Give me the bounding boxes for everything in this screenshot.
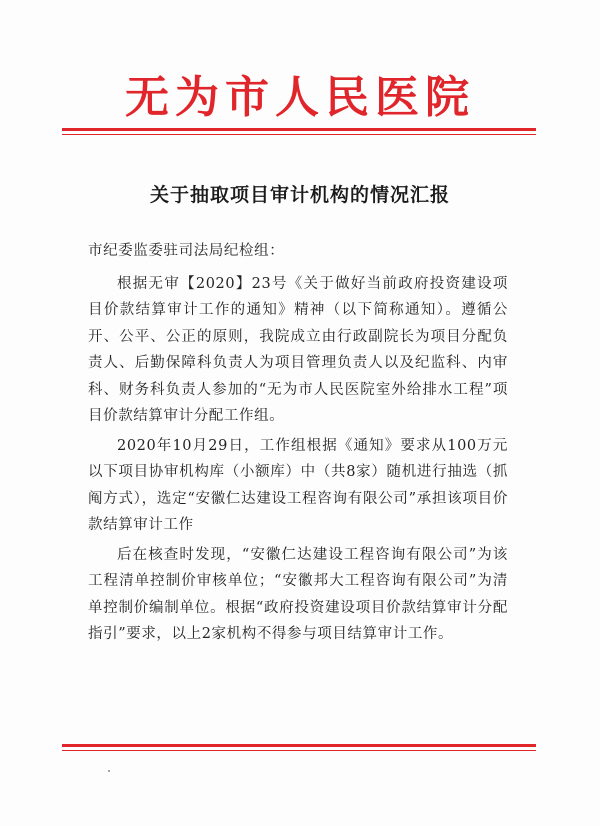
scan-speck (108, 770, 110, 772)
letterhead-divider-thick (62, 128, 536, 131)
body-paragraph: 后在核查时发现，“安徽仁达建设工程咨询有限公司”为该工程清单控制价审核单位；“安徽邦大工程咨询有限公司”为清单控制价编制单位。根据“政府投资建设项目价款结算审计分配指引”要求，以上2家机构不得参与项目结算审计工作。 (88, 546, 508, 642)
body-paragraph: 2020年10月29日，工作组根据《通知》要求从100万元以下项目协审机构库（小额库）中（共8家）随机进行抽选（抓阄方式），选定“安徽仁达建设工程咨询有限公司”承担该项目价款结算审计工作 (88, 437, 508, 533)
document-body (88, 238, 508, 648)
letterhead-org-name: 无为市人民医院 (125, 72, 475, 123)
footer-divider-thick (62, 744, 536, 747)
document-title: 关于抽取项目审计机构的情况汇报 (149, 184, 450, 206)
footer-divider-thin (62, 750, 536, 751)
salutation: 市纪委监委驻司法局纪检组： (88, 243, 285, 259)
body-paragraph: 根据无审【2020】23号《关于做好当前政府投资建设项目价款结算审计工作的通知》精神（以下简称通知）。遵循公开、公平、公正的原则，我院成立由行政副院长为项目分配负责人、后勤保障科负责人为项目管理负责人以及纪监科、内审科、财务科负责人参加的“无为市人民医院室外给排水工程”项目价款结算审计分配工作组。 (88, 275, 508, 424)
letterhead-divider-thin (62, 134, 536, 135)
